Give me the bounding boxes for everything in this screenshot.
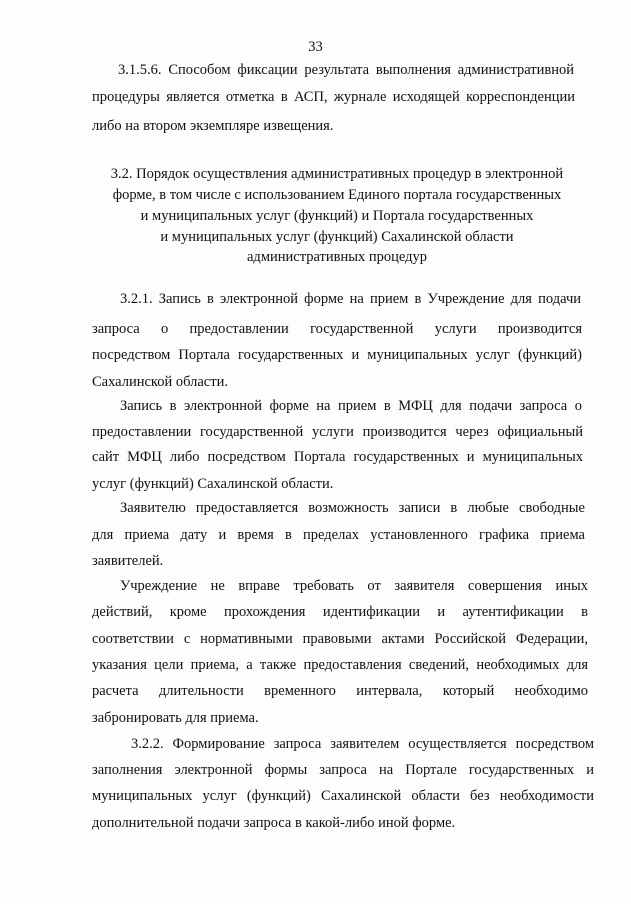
heading-line: и муниципальных услуг (функций) Сахалинской области [160,229,514,245]
text-line: предоставлении государственной услуги производится через официальный [92,424,583,440]
text-line: посредством Портала государственных и муниципальных услуг (функций) [92,347,582,363]
text-line: забронировать для приема. [92,710,259,726]
text-line: расчета длительности временного интервала, который необходимо [92,683,588,699]
text-line: для приема дату и время в пределах установленного графика приема [92,527,585,543]
text-line: Сахалинской области. [92,374,228,390]
page-number: 33 [308,39,323,55]
text-line: Заявителю предоставляется возможность записи в любые свободные [120,500,585,516]
heading-line: и муниципальных услуг (функций) и Портала государственных [140,208,534,224]
text-line: либо на втором экземпляре извещения. [92,118,334,134]
text-line: Учреждение не вправе требовать от заявителя совершения иных [120,578,588,594]
text-line: запроса о предоставлении государственной услуги производится [92,321,582,337]
heading-line: 3.2. Порядок осуществления административных процедур в электронной [110,166,564,182]
text-line: услуг (функций) Сахалинской области. [92,476,334,492]
text-line: действий, кроме прохождения идентификации и аутентификации в [92,604,588,620]
heading-line: административных процедур [247,249,427,265]
text-line: заполнения электронной формы запроса на Портале государственных и [92,762,594,778]
text-line: 3.1.5.6. Способом фиксации результата выполнения административной [118,62,574,78]
text-line: 3.2.2. Формирование запроса заявителем осуществляется посредством [131,736,594,752]
text-line: соответствии с нормативными правовыми актами Российской Федерации, [92,631,588,647]
text-line: дополнительной подачи запроса в какой-либо иной форме. [92,815,456,831]
text-line: 3.2.1. Запись в электронной форме на прием в Учреждение для подачи [120,291,581,307]
text-line: сайт МФЦ либо посредством Портала государственных и муниципальных [92,449,583,465]
text-line: указания цели приема, а также предоставления сведений, необходимых для [92,657,588,673]
text-line: заявителей. [92,553,164,569]
heading-line: форме, в том числе с использованием Единого портала государственных [112,187,562,203]
text-line: Запись в электронной форме на прием в МФЦ для подачи запроса о [120,398,582,414]
text-line: процедуры является отметка в АСП, журнале исходящей корреспонденции [92,89,575,105]
text-line: муниципальных услуг (функций) Сахалинской области без необходимости [92,788,594,804]
